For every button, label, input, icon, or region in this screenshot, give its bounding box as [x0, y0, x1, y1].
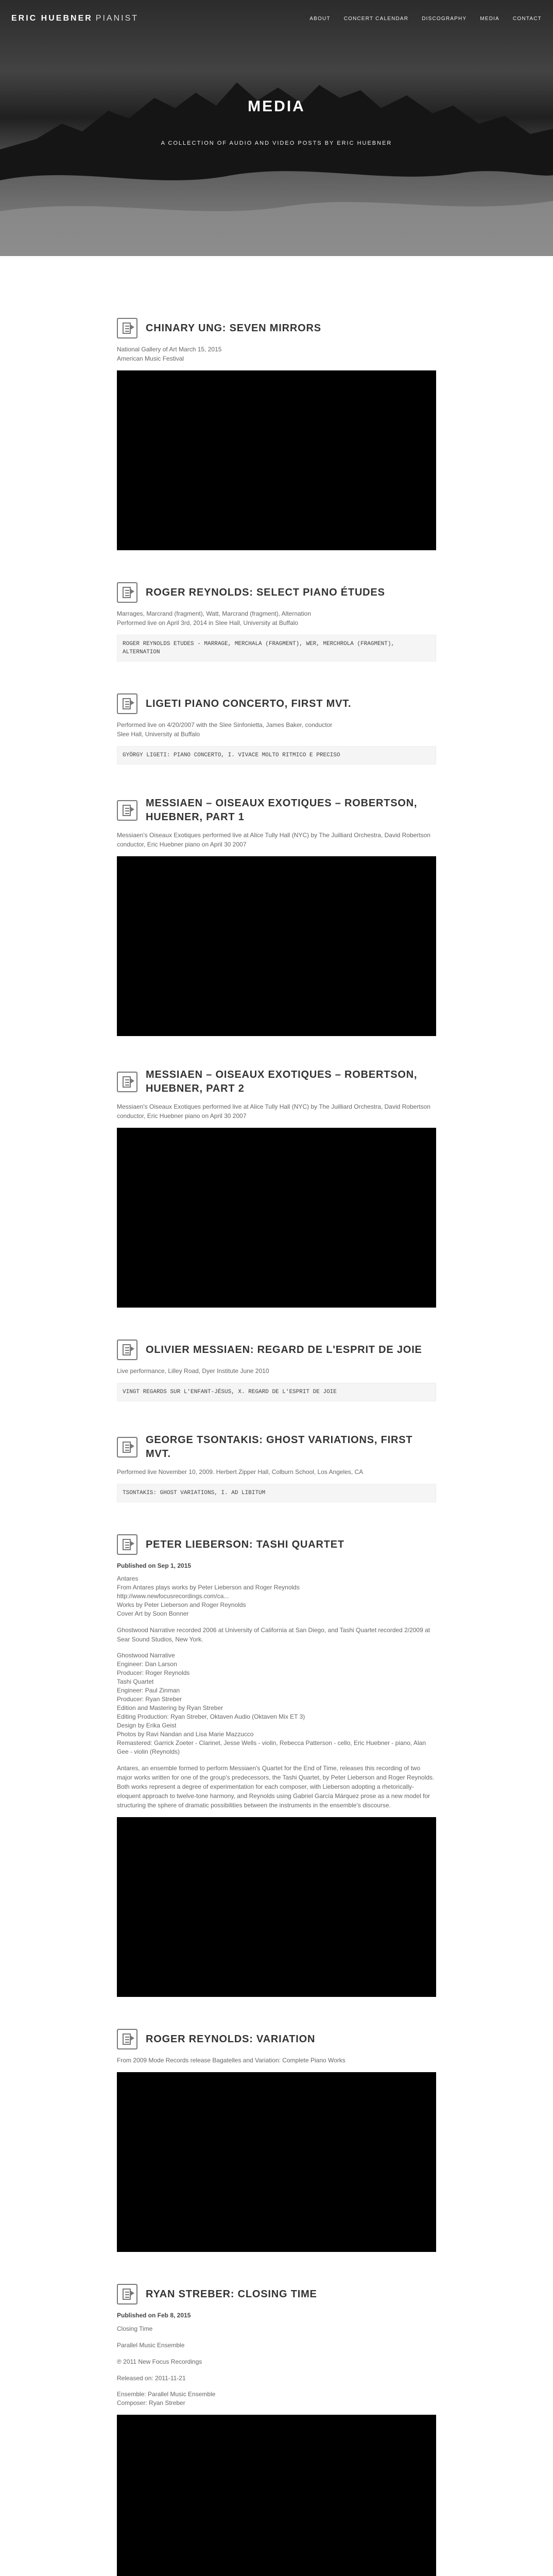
- post-messiaen-oiseaux-part1: [117, 796, 436, 1036]
- post-title[interactable]: OLIVIER MESSIAEN: REGARD DE L'ESPRIT DE JOIE: [146, 1344, 422, 1355]
- hero-heading: [0, 98, 553, 146]
- description-paragraph: Antares, an ensemble formed to perform Messiaen's Quartet for the End of Time, releases this recording of two major works written for one of the group's predecessors, the Tashi Quartet, by Peter Lieberson and Roger Reynolds. Both works represent a degree of experimentation for each composer, with Lieberson adopting a rhetorically-eloquent approach to twelve-tone harmony, and Reynolds using Gabriel García Márquez prose as a new model for structuring the sphere of dramatic possibilities between the instruments in the ensemble's discourse.: [117, 1765, 435, 1809]
- description-line: ℗ 2011 New Focus Recordings: [117, 2358, 202, 2365]
- description-line: Works by Peter Lieberson and Roger Reynolds: [117, 1601, 246, 1608]
- post-meta-line: Messiaen's Oiseaux Exotiques performed live at Alice Tully Hall (NYC) by The Juilliard Orchestra, David Robertson conductor, Eric Huebner piano on April 30 2007: [117, 1103, 430, 1120]
- post-meta-line: Performed live November 10, 2009. Herbert Zipper Hall, Colburn School, Los Angeles, CA: [117, 1468, 364, 1476]
- track-label-line: GYÖRGY LIGETI: PIANO CONCERTO, I. VIVACE MOLTO RITMICO E PRECISO: [123, 752, 340, 758]
- page-title: MEDIA: [248, 98, 305, 115]
- description-line: Composer: Ryan Streber: [117, 2399, 185, 2406]
- video-player[interactable]: [117, 370, 436, 550]
- video-player[interactable]: [117, 2415, 436, 2576]
- track-label-line: ALTERNATION: [123, 649, 160, 655]
- post-tsontakis-ghost-variations: [117, 1433, 436, 1502]
- description-line: Released on: 2011-11-21: [117, 2375, 186, 2382]
- post-title[interactable]: GEORGE TSONTAKIS: GHOST VARIATIONS, FIRST MVT.: [146, 1434, 413, 1460]
- post-meta-line: Marrages, Marcrand (fragment), Watt, Marcrand (fragment), Alternation: [117, 610, 312, 617]
- credit-line: Photos by Ravi Nandan and Lisa Marie Mazzucco: [117, 1731, 254, 1738]
- credit-line: Ghostwood Narrative: [117, 1652, 175, 1659]
- description-line: Cover Art by Soon Bonner: [117, 1610, 189, 1617]
- audio-format-icon: [117, 582, 137, 603]
- post-ligeti-concerto: [117, 693, 436, 765]
- description-line: Ensemble: Parallel Music Ensemble: [117, 2391, 216, 2398]
- track-label-line: VINGT REGARDS SUR L'ENFANT-JÉSUS, X. REGARD DE L'ESPRIT DE JOIE: [123, 1389, 337, 1395]
- audio-track-label[interactable]: [117, 746, 436, 765]
- post-title[interactable]: LIGETI PIANO CONCERTO, FIRST MVT.: [146, 698, 352, 709]
- video-player[interactable]: [117, 1128, 436, 1308]
- credit-line: Design by Erika Geist: [117, 1722, 177, 1729]
- audio-format-icon: [117, 693, 137, 714]
- credit-line: Edition and Mastering by Ryan Streber: [117, 1704, 223, 1711]
- video-format-icon: [117, 2029, 137, 2049]
- credit-line: Engineer: Dan Larson: [117, 1660, 177, 1668]
- video-format-icon: [117, 800, 137, 821]
- post-title[interactable]: ROGER REYNOLDS: VARIATION: [146, 2033, 316, 2045]
- video-format-icon: [117, 318, 137, 338]
- video-format-icon: [117, 1072, 137, 1092]
- post-reynolds-etudes: [117, 582, 436, 662]
- post-lieberson-tashi: [117, 1534, 436, 1997]
- video-player[interactable]: [117, 1817, 436, 1997]
- post-messiaen-oiseaux-part2: [117, 1068, 436, 1308]
- nav-concert-calendar[interactable]: CONCERT CALENDAR: [343, 15, 409, 22]
- post-meta-line: National Gallery of Art March 15, 2015: [117, 346, 222, 353]
- page-subtitle: A COLLECTION OF AUDIO AND VIDEO POSTS BY ERIC HUEBNER: [161, 140, 392, 146]
- nav-media[interactable]: MEDIA: [480, 15, 499, 22]
- credit-line: Remastered: Garrick Zoeter - Clarinet, Jesse Wells - violin, Rebecca Patterson - cello, Eric Huebner - piano, Alan Gee - violin (Reynolds): [117, 1739, 426, 1755]
- nav-discography[interactable]: DISCOGRAPHY: [422, 15, 467, 22]
- post-meta-line: Live performance, Lilley Road, Dyer Institute June 2010: [117, 1367, 269, 1375]
- post-meta-line: From 2009 Mode Records release Bagatelles and Variation: Complete Piano Works: [117, 2057, 345, 2064]
- post-title[interactable]: MESSIAEN – OISEAUX EXOTIQUES – ROBERTSON, HUEBNER, PART 2: [146, 1069, 418, 1094]
- publish-date: Published on Sep 1, 2015: [117, 1562, 192, 1569]
- post-meta-line: Performed live on April 3rd, 2014 in Slee Hall, University at Buffalo: [117, 619, 298, 626]
- post-title[interactable]: MESSIAEN – OISEAUX EXOTIQUES – ROBERTSON, HUEBNER, PART 1: [146, 798, 418, 823]
- description-line: From Antares plays works by Peter Lieberson and Roger Reynolds: [117, 1584, 300, 1591]
- track-label-line: TSONTAKIS: GHOST VARIATIONS, I. AD LIBITUM: [123, 1490, 266, 1496]
- post-chinary-ung: [117, 318, 436, 550]
- media-post-list: [0, 256, 553, 2576]
- video-format-icon: [117, 2284, 137, 2304]
- nav-about[interactable]: ABOUT: [309, 15, 331, 22]
- post-title[interactable]: PETER LIEBERSON: TASHI QUARTET: [146, 1538, 344, 1550]
- post-reynolds-variation: [117, 2029, 436, 2252]
- publish-date: Published on Feb 8, 2015: [117, 2312, 191, 2319]
- description-line: Closing Time: [117, 2325, 153, 2332]
- site-logo[interactable]: [11, 14, 139, 23]
- audio-format-icon: [117, 1340, 137, 1360]
- credit-line: Editing Production: Ryan Streber, Oktaven Audio (Oktaven Mix ET 3): [117, 1713, 305, 1720]
- audio-format-icon: [117, 1437, 137, 1458]
- hero-banner: [0, 0, 553, 256]
- top-navigation-bar: [0, 0, 553, 37]
- track-label-line: ROGER REYNOLDS ETUDES - MARRAGE, MERCHALA (FRAGMENT), WER, MERCHROLA (FRAGMENT),: [123, 641, 395, 647]
- brand-subtitle: PIANIST: [95, 14, 139, 23]
- audio-track-label[interactable]: [117, 1383, 436, 1401]
- video-player[interactable]: [117, 856, 436, 1036]
- audio-track-label[interactable]: [117, 635, 436, 662]
- video-format-icon: [117, 1534, 137, 1555]
- description-paragraph: Ghostwood Narrative recorded 2006 at University of California at San Diego, and Tashi Quartet recorded 2/2009 at Sear Sound Studios, New York.: [117, 1626, 430, 1643]
- nav-contact[interactable]: CONTACT: [513, 15, 542, 22]
- post-streber-closing-time: [117, 2284, 436, 2576]
- credit-line: Producer: Roger Reynolds: [117, 1669, 190, 1676]
- audio-track-label[interactable]: [117, 1484, 436, 1502]
- video-player[interactable]: [117, 2072, 436, 2252]
- post-title[interactable]: RYAN STREBER: CLOSING TIME: [146, 2288, 317, 2300]
- description-link[interactable]: http://www.newfocusrecordings.com/ca...: [117, 1592, 229, 1600]
- credit-line: Engineer: Paul Zinman: [117, 1687, 180, 1694]
- post-meta-line: Messiaen's Oiseaux Exotiques performed live at Alice Tully Hall (NYC) by The Juilliard Orchestra, David Robertson conductor, Eric Huebner piano on April 30 2007: [117, 832, 430, 848]
- credit-line: Producer: Ryan Streber: [117, 1696, 182, 1703]
- main-menu: [309, 16, 542, 22]
- post-title[interactable]: ROGER REYNOLDS: SELECT PIANO ÉTUDES: [146, 586, 385, 598]
- description-line: Parallel Music Ensemble: [117, 2342, 185, 2349]
- post-title[interactable]: CHINARY UNG: SEVEN MIRRORS: [146, 322, 321, 334]
- description-line: Antares: [117, 1575, 139, 1582]
- post-messiaen-regard: [117, 1340, 436, 1401]
- credit-line: Tashi Quartet: [117, 1678, 154, 1685]
- post-meta-line: Performed live on 4/20/2007 with the Slee Sinfonietta, James Baker, conductor: [117, 721, 333, 728]
- brand-name: ERIC HUEBNER: [11, 14, 93, 23]
- post-meta-line: Slee Hall, University at Buffalo: [117, 731, 200, 738]
- post-meta-line: American Music Festival: [117, 355, 184, 362]
